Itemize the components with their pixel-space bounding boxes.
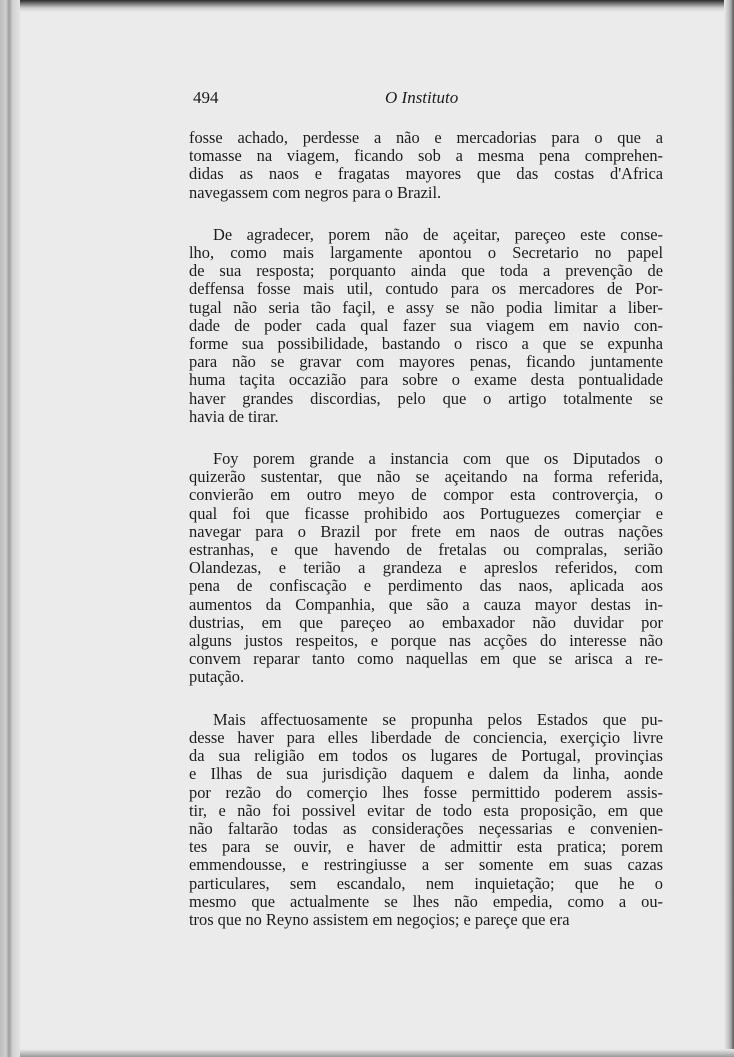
text-line: tes para se ouvir, e haver de admittir esta pratica; porem [189, 837, 663, 857]
text-line: alguns justos respeitos, e porque nas acções do interesse não [189, 631, 663, 651]
text-line: deffensa fosse mais util, contudo para os mercadores de Por- [189, 279, 663, 299]
text-line: quizerão sustentar, que não se açeitando na forma referida, [189, 467, 663, 487]
paragraph [189, 129, 663, 202]
text-line: estranhas, e que havendo de fretalas ou compralas, serião [189, 540, 663, 560]
text-line: tros que no Reyno assistem em negoçios; e pareçe que era [189, 909, 570, 929]
text-line: particulares, sem escandalo, nem inquietação; que he o [189, 873, 663, 893]
running-title: O Instituto [385, 88, 459, 107]
text-line: emmendousse, e restringiusse a ser somente em suas cazas [189, 855, 663, 875]
text-line: De agradecer, porem não de açeitar, pareçeo este conse- [213, 224, 663, 244]
text-line: havia de tirar. [189, 406, 279, 426]
text-line: dade de poder cada qual fazer sua viagem em navio con- [189, 315, 663, 335]
scan-bottom-edge [20, 1049, 734, 1057]
text-line: navegar para o Brazil por frete em naos de outras nações [189, 521, 663, 541]
text-line: não faltarão todas as considerações neçessarias e convenien- [189, 818, 663, 838]
text-line: forme sua possibilidade, bastando o risco a que se expunha [189, 334, 663, 354]
text-line: pena de confiscação e perdimento das naos, aplicada aos [189, 576, 663, 596]
text-line: navegassem com negros para o Brazil. [189, 182, 442, 202]
paragraph [189, 711, 663, 929]
text-line: tugal não seria tão façil, e assy se não podia limitar a liber- [189, 297, 663, 317]
text-line: Mais affectuosamente se propunha pelos Estados que pu- [213, 709, 663, 729]
text-line: para não se gravar com mayores penas, ficando juntamente [189, 352, 663, 372]
running-head [189, 88, 663, 114]
text-line: convem reparar tanto como naquellas em que se arisca a re- [189, 649, 663, 669]
paragraph [189, 450, 663, 687]
text-line: desse haver para elles liberdade de conciencia, exerçiçio livre [189, 727, 663, 747]
text-line: haver grandes discordias, pelo que o artigo totalmente se [189, 388, 663, 408]
text-line: da sua religião em todos os lugares de Portugal, provinçias [189, 746, 663, 766]
text-line: Foy porem grande a instancia com que os Diputados o [213, 449, 663, 469]
text-line: lho, como mais largamente apontou o Secretario no papel [189, 243, 663, 263]
paragraph [189, 226, 663, 426]
page-number: 494 [193, 88, 219, 107]
scan-right-edge [724, 0, 734, 1057]
text-line: huma taçita occazião para sobre o exame desta pontualidade [189, 370, 663, 390]
text-line: por rezão do comerçio lhes fosse permittido poderem assis- [189, 782, 663, 802]
text-line: aumentos da Companhia, que são a cauza mayor destas in- [189, 594, 663, 614]
text-line: Olandezas, e terião a grandeza e apreslos referidos, com [189, 558, 663, 578]
text-line: dustrias, em que pareçeo ao embaxador não duvidar por [189, 612, 663, 632]
text-line: tomasse na viagem, ficando sob a mesma pena comprehen- [189, 146, 663, 166]
text-line: putação. [189, 667, 245, 687]
text-line: tir, e não foi possivel evitar de todo esta proposição, em que [189, 800, 663, 820]
text-line: de sua resposta; porquanto ainda que toda a prevenção de [189, 261, 663, 281]
text-line: e Ilhas de sua jurisdição daquem e dalem da linha, aonde [189, 764, 663, 784]
scan-binding-edge [0, 0, 20, 1057]
text-line: fosse achado, perdesse a não e mercadorias para o que a [189, 128, 663, 147]
text-line: qual foi que ficasse prohibido aos Portuguezes comerçiar e [189, 503, 663, 523]
document-page [189, 88, 663, 929]
text-line: didas as naos e fragatas mayores que das costas d'Africa [189, 164, 663, 184]
scan-top-edge [20, 0, 734, 12]
text-line: convierão em outro meyo de compor esta controverçia, o [189, 485, 663, 505]
text-line: mesmo que actualmente se lhes não empedia, como a ou- [189, 891, 663, 911]
